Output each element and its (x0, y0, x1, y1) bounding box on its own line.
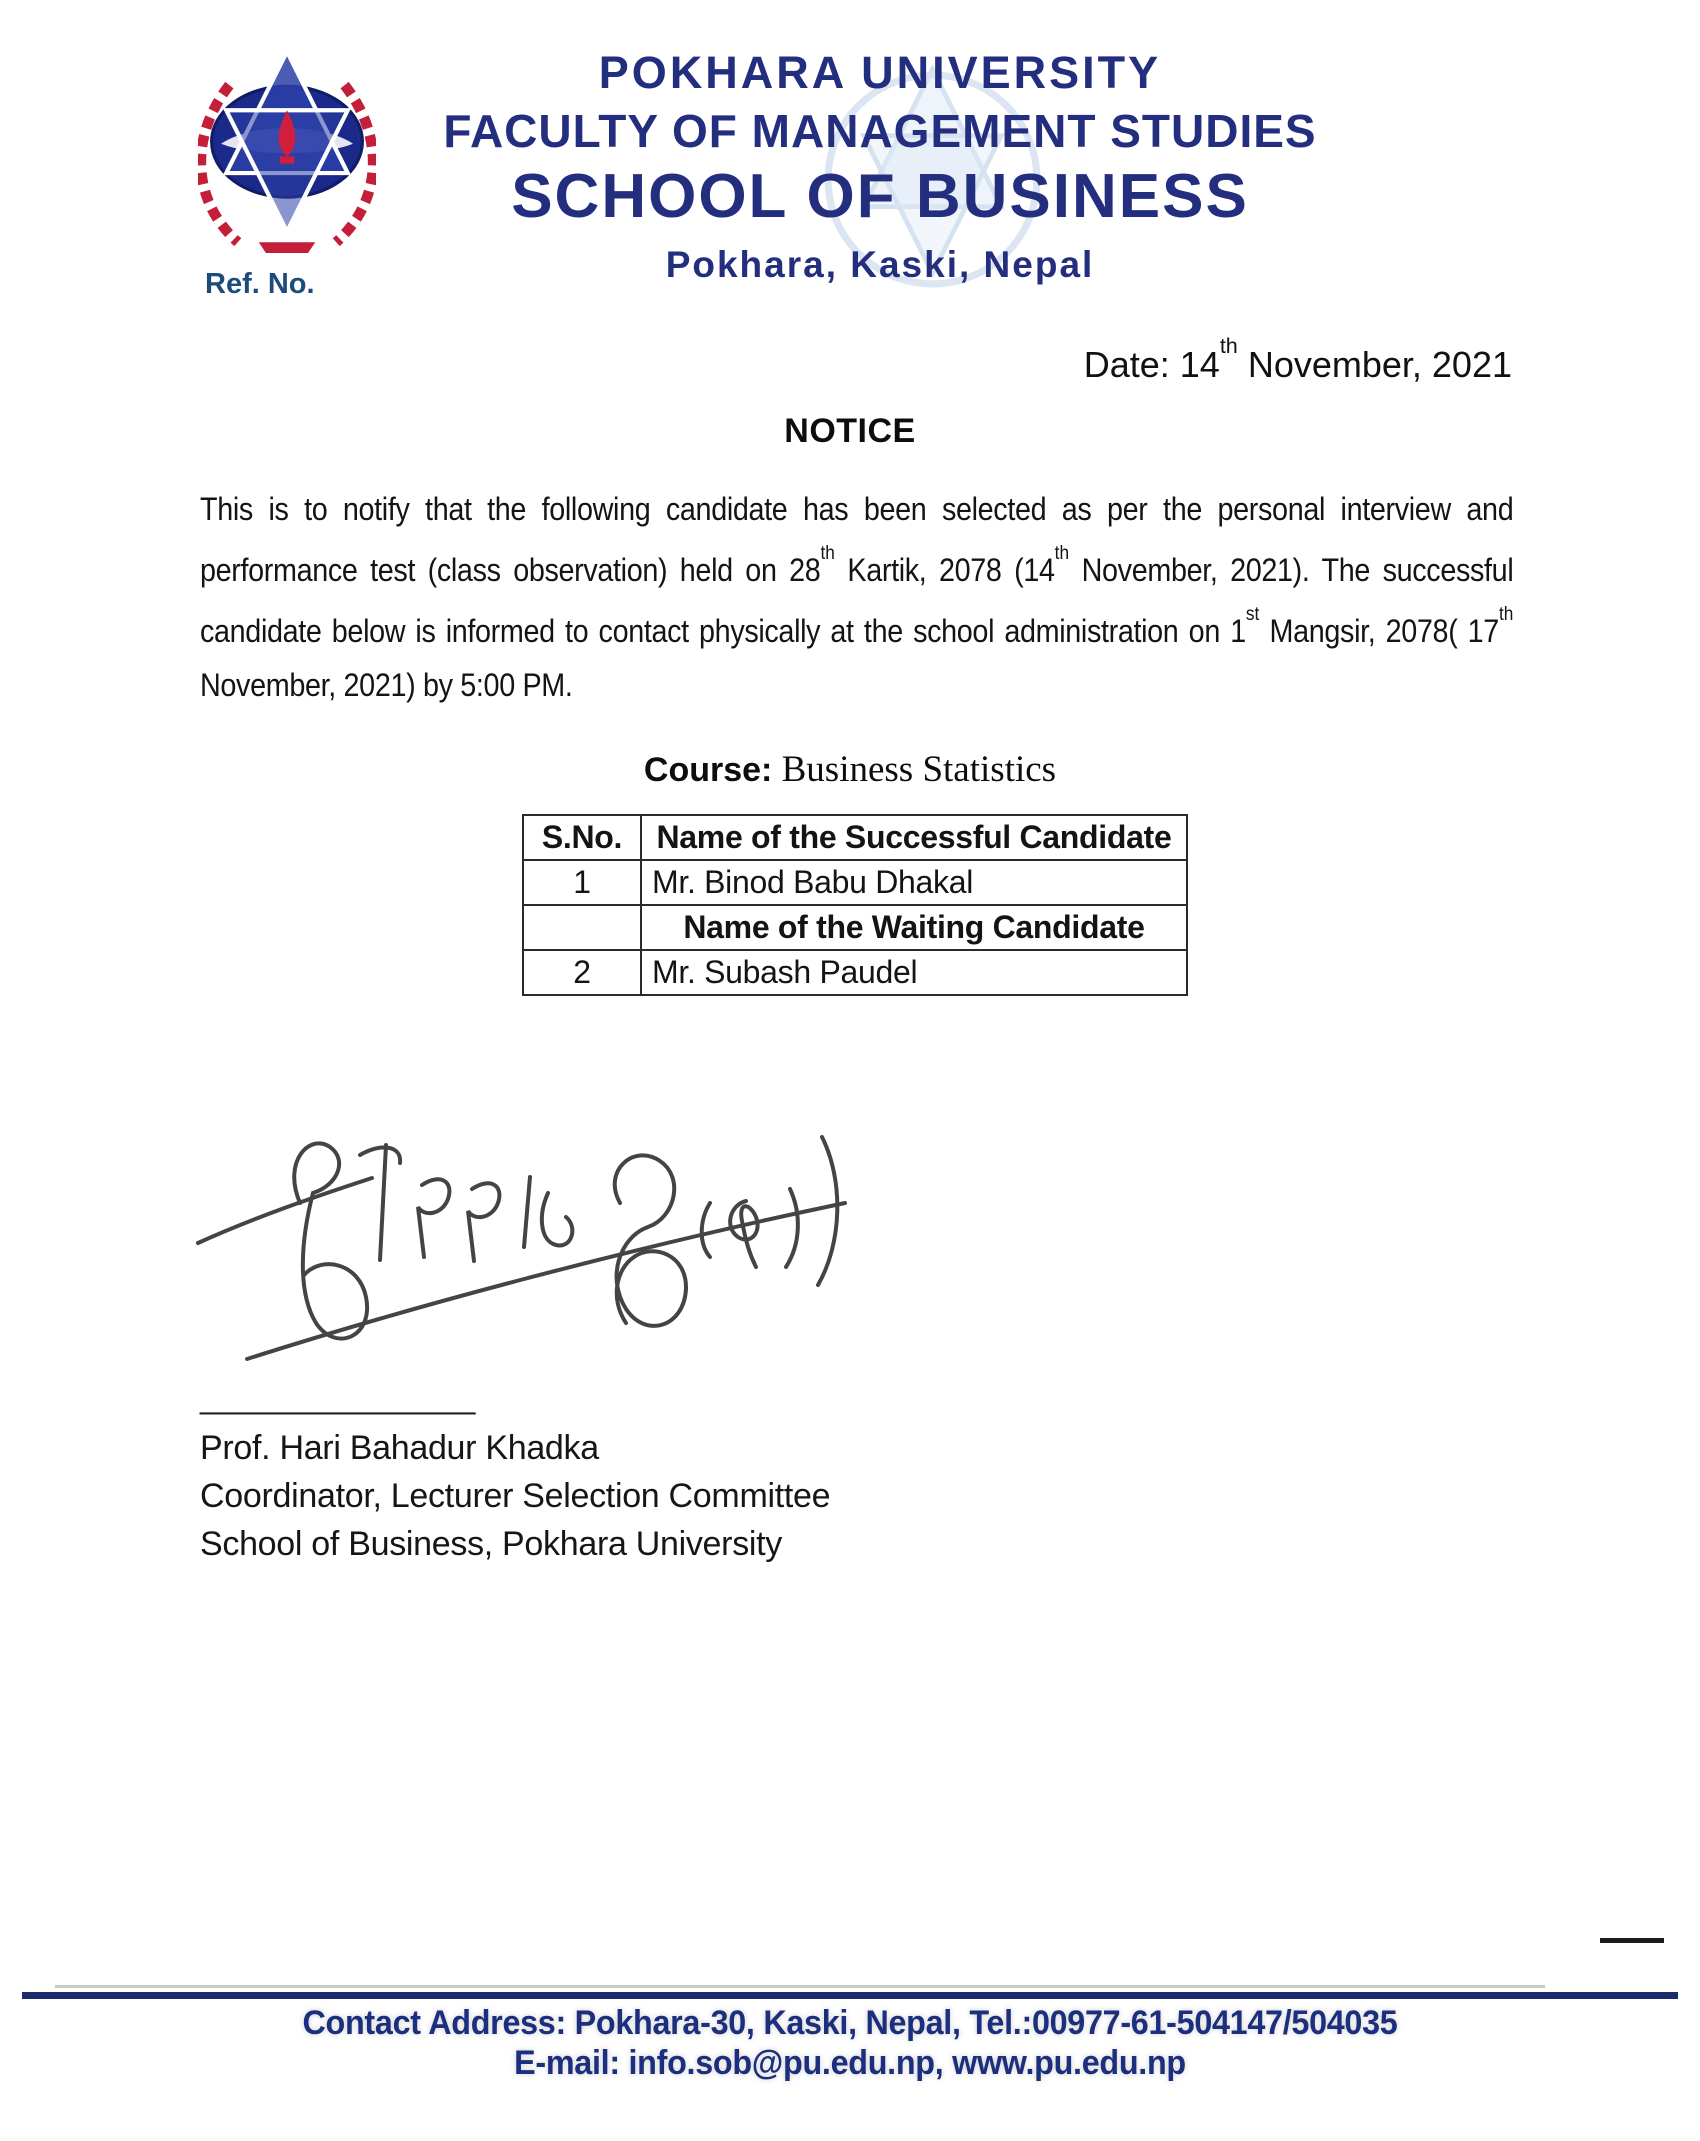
school-name: SCHOOL OF BUSINESS (511, 162, 1249, 231)
page-dash (1600, 1938, 1664, 1943)
signatory-org: School of Business, Pokhara University (200, 1525, 782, 1563)
footer-email-web: E-mail: info.sob@pu.edu.np, www.pu.edu.np (514, 2044, 1186, 2082)
logo-ribbon-icon (259, 242, 316, 253)
table-header-row (523, 815, 1187, 860)
successful-sno-cell: 1 (523, 860, 641, 905)
notice-body: This is to notify that the following candidate has been selected as per the personal interview and performance test (class observation) held on 28th Kartik, 2078 (14th November, 2021). The successful candidate below is informed to contact physically at the school administration on 1st Mangsir, 2078( 17th November, 2021) by 5:00 PM. (200, 491, 1514, 703)
faculty-name: FACULTY OF MANAGEMENT STUDIES (443, 105, 1317, 157)
waiting-name-cell: Mr. Subash Paudel (641, 950, 1187, 995)
ref-no-label: Ref. No. (205, 268, 315, 300)
notice-title: NOTICE (784, 412, 916, 450)
course-name: Business Statistics (772, 749, 1057, 790)
university-logo (198, 45, 376, 253)
empty-cell (523, 905, 641, 950)
signatory-block (200, 1424, 830, 1568)
signatory-title: Coordinator, Lecturer Selection Committee (200, 1477, 831, 1515)
letterhead (360, 47, 1400, 285)
waiting-header-cell: Name of the Waiting Candidate (641, 905, 1187, 950)
signature-icon (150, 1085, 910, 1405)
course-line (200, 748, 1500, 791)
successful-header-cell: Name of the Successful Candidate (641, 815, 1187, 860)
date-line: Date: 14th November, 2021 (1083, 333, 1512, 385)
school-address: Pokhara, Kaski, Nepal (665, 244, 1095, 285)
candidate-table (522, 814, 1188, 996)
university-name: POKHARA UNIVERSITY (598, 47, 1162, 98)
signature-line: _______________ (200, 1378, 476, 1415)
footer-rule (22, 1992, 1678, 1999)
signatory-name: Prof. Hari Bahadur Khadka (200, 1429, 599, 1467)
successful-name-cell: Mr. Binod Babu Dhakal (641, 860, 1187, 905)
waiting-sno-cell: 2 (523, 950, 641, 995)
table-row (523, 860, 1187, 905)
sno-header-cell: S.No. (523, 815, 641, 860)
footer-shadow-line (55, 1985, 1545, 1988)
table-row (523, 950, 1187, 995)
course-label: Course: (643, 751, 773, 789)
table-subheader-row (523, 905, 1187, 950)
footer-contact-address: Contact Address: Pokhara-30, Kaski, Nepal, Tel.:00977-61-504147/504035 (302, 2004, 1398, 2042)
